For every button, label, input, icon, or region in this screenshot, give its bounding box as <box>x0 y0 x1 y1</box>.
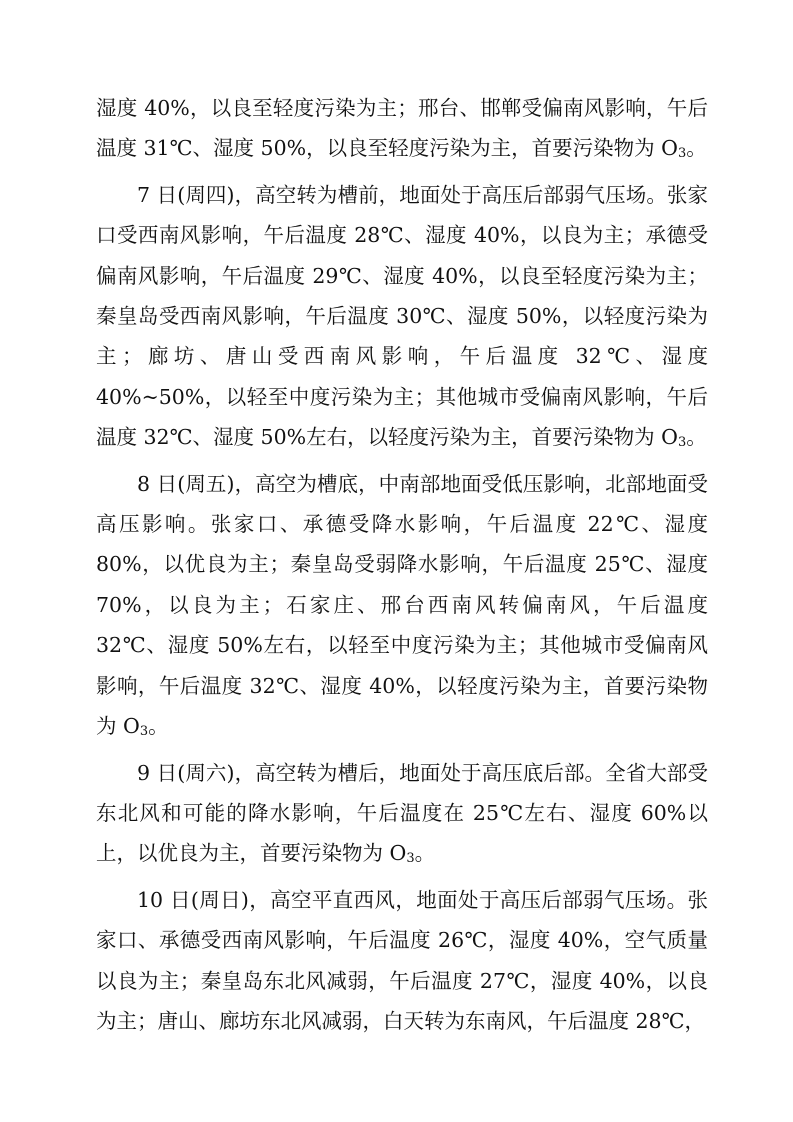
paragraph-day-10 <box>96 880 708 1048</box>
paragraph-end: 。 <box>414 841 436 866</box>
ozone-subscript: 3 <box>677 146 687 162</box>
paragraph-text: 10 日(周日)，高空平直西风，地面处于高压后部弱气压场。张家口、承德受西南风影响，午后温度 26℃，湿度 40%，空气质量以良为主；秦皇岛东北风减弱，午后温度 27℃，湿度 40%，以良为主；唐山、廊坊东北风减弱，白天转为东南风，午后温度 28℃， <box>96 887 708 1033</box>
forecast-text-body <box>96 88 708 1047</box>
paragraph-text: 8 日(周五)，高空为槽底，中南部地面受低压影响，北部地面受高压影响。张家口、承德受降水影响，午后温度 22℃、湿度 80%，以优良为主；秦皇岛受弱降水影响，午后温度 25℃、湿度 70%，以良为主；石家庄、邢台西南风转偏南风，午后温度 32℃、湿度 50%左右，以轻至中度污染为主；其他城市受偏南风影响，午后温度 32℃、湿度 40%，以轻度污染为主，首要污染物为 O <box>96 471 708 739</box>
paragraph-end: 。 <box>686 425 707 450</box>
ozone-subscript: 3 <box>406 851 415 867</box>
paragraph-text: 9 日(周六)，高空转为槽后，地面处于高压底后部。全省大部受东北风和可能的降水影响，午后温度在 25℃左右、湿度 60%以上，以优良为主，首要污染物为 O <box>96 760 708 866</box>
paragraph-text: 7 日(周四)，高空转为槽前，地面处于高压后部弱气压场。张家口受西南风影响，午后温度 28℃、湿度 40%，以良为主；承德受偏南风影响，午后温度 29℃、湿度 40%，以良至轻度污染为主；秦皇岛受西南风影响，午后温度 30℃、湿度 50%，以轻度污染为主；廊坊、唐山受西南风影响，午后温度 32℃、湿度 40%~50%，以轻至中度污染为主；其他城市受偏南风影响，午后温度 32℃、湿度 50%左右，以轻度污染为主，首要污染物为 O <box>96 182 708 450</box>
paragraph-text: 湿度 40%，以良至轻度污染为主；邢台、邯郸受偏南风影响，午后温度 31℃、湿度 50%，以良至轻度污染为主，首要污染物为 O <box>96 96 708 161</box>
paragraph-continuation <box>96 88 708 175</box>
ozone-subscript: 3 <box>139 724 149 740</box>
paragraph-end: 。 <box>148 714 169 739</box>
paragraph-end: 。 <box>686 136 707 161</box>
ozone-subscript: 3 <box>677 435 687 451</box>
paragraph-day-7 <box>96 175 708 464</box>
paragraph-day-9 <box>96 753 708 880</box>
paragraph-day-8 <box>96 464 708 753</box>
